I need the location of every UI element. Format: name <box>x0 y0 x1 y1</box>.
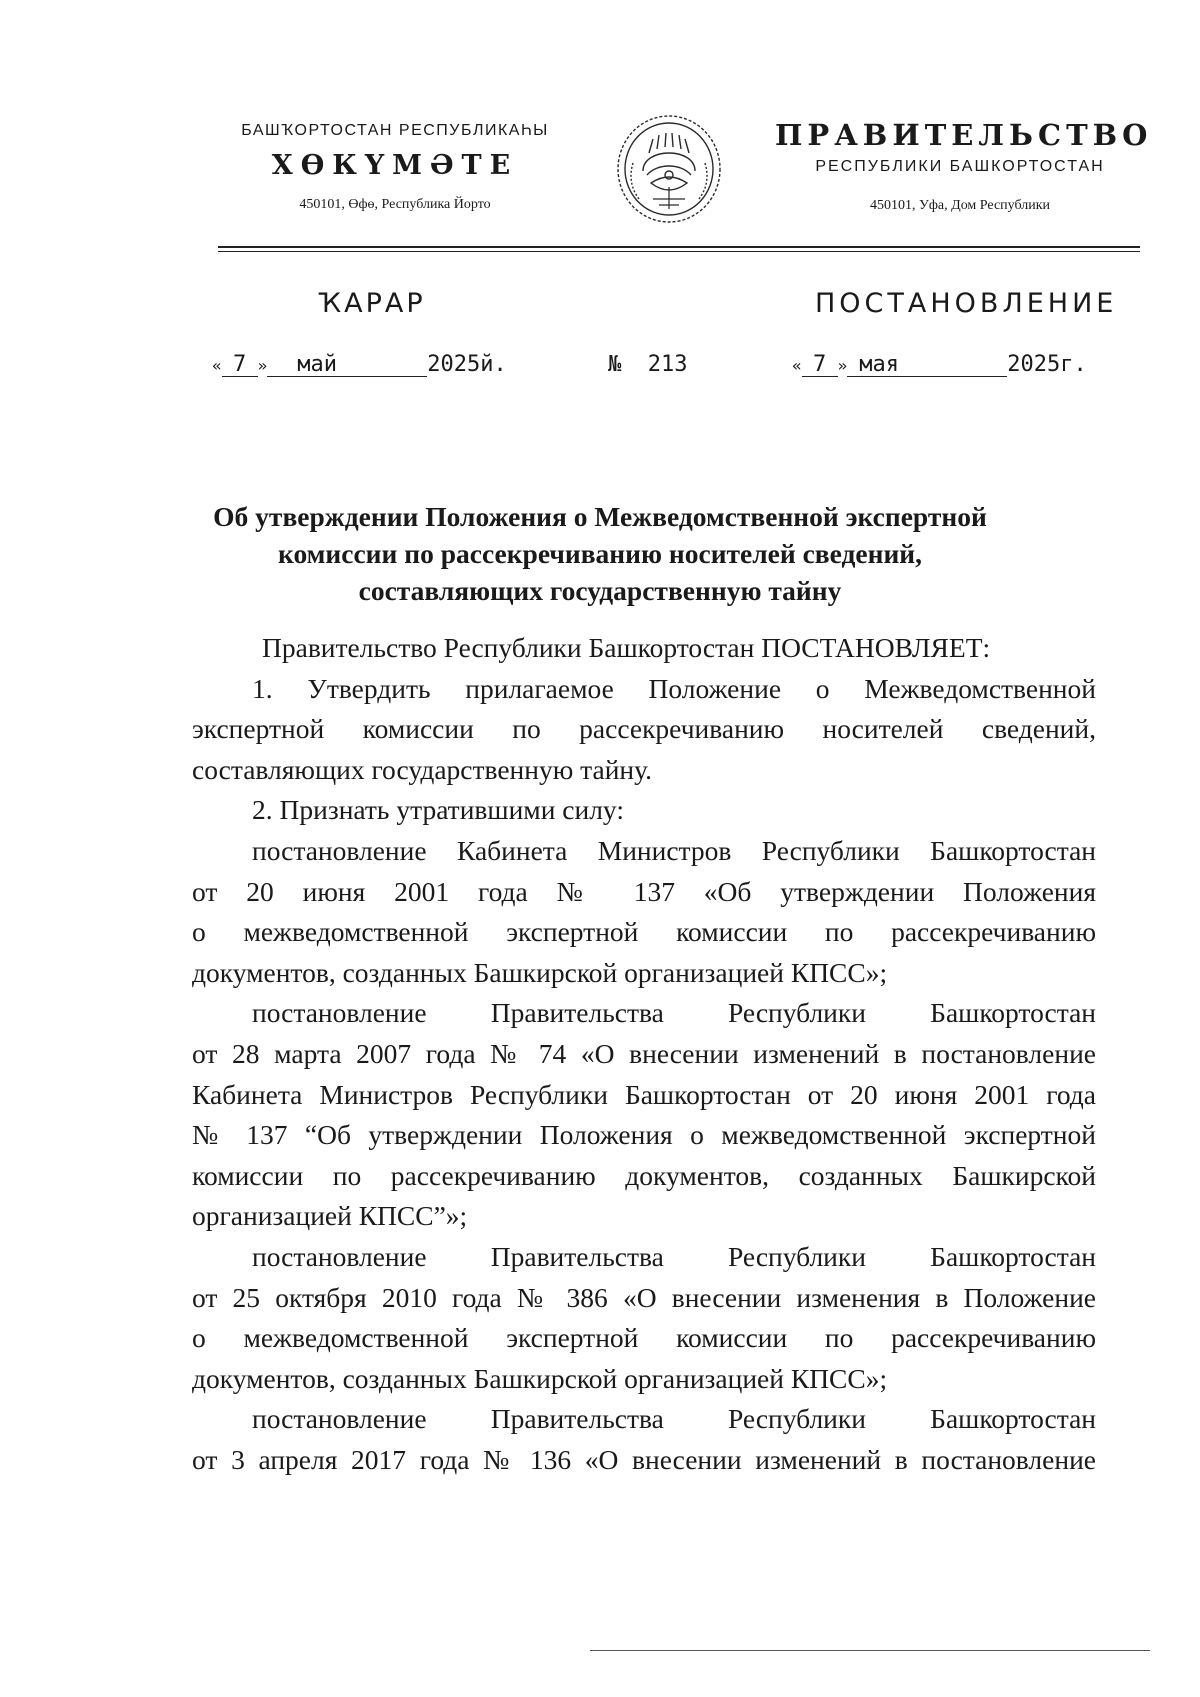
body-line: документов, созданных Башкирской организацией КПСС»; <box>192 1362 888 1394</box>
doc-type-right: ПОСТАНОВЛЕНИЕ <box>815 288 1118 319</box>
date-left <box>212 352 507 377</box>
body-line: комиссии по рассекречиванию документов, созданных Башкирской <box>192 1159 1096 1191</box>
body-line: постановление Кабинета Министров Республики Башкортостан <box>252 834 1096 866</box>
footer-rule <box>590 1650 1150 1651</box>
header-divider <box>218 246 1140 248</box>
close-quote: » <box>257 356 268 375</box>
date-right-year-prefix: 20 <box>1007 352 1034 377</box>
date-left-month: май <box>267 354 427 377</box>
date-right-month: мая <box>847 354 1007 377</box>
open-quote: « <box>792 356 802 375</box>
document-title <box>150 498 1050 609</box>
coat-of-arms-emblem-icon <box>613 113 725 225</box>
header-left-title: ХӨКҮМӘТЕ <box>271 150 519 181</box>
body-line: 1. Утвердить прилагаемое Положение о Межведомственной <box>252 672 1096 704</box>
date-left-suffix: й. <box>480 352 507 377</box>
body-line: постановление Правительства Республики Башкортостан <box>252 997 1096 1029</box>
body-line: Правительство Республики Башкортостан ПОСТАНОВЛЯЕТ: <box>262 632 991 663</box>
close-quote: » <box>837 356 848 375</box>
date-left-year: 25 <box>453 352 481 377</box>
body-line: от 3 апреля 2017 года № 136 «О внесении изменений в постановление <box>192 1443 1096 1475</box>
date-right-day: 7 <box>802 354 838 377</box>
open-quote: « <box>212 356 222 375</box>
body-line: от 25 октября 2010 года № 386 «О внесении изменения в Положение <box>192 1281 1096 1313</box>
body-line: № 137 “Об утверждении Положения о межведомственной экспертной <box>192 1119 1096 1151</box>
date-left-day: 7 <box>222 354 258 377</box>
date-right <box>792 352 1087 377</box>
header-right-subtitle: РЕСПУБЛИКИ БАШКОРТОСТАН <box>815 158 1105 175</box>
title-line: комиссии по рассекречиванию носителей сведений, <box>277 538 923 569</box>
header-left-block <box>185 122 605 213</box>
date-right-suffix: г. <box>1060 352 1087 377</box>
body-line: постановление Правительства Республики Башкортостан <box>252 1403 1096 1435</box>
number-label: № <box>608 352 622 377</box>
body-line: документов, созданных Башкирской организацией КПСС»; <box>192 956 888 988</box>
body-line: составляющих государственную тайну. <box>192 753 653 785</box>
body-line: экспертной комиссии по рассекречиванию носителей сведений, <box>192 713 1096 745</box>
header-right-block <box>775 118 1153 214</box>
body-line: постановление Правительства Республики Башкортостан <box>252 1240 1096 1272</box>
date-right-year: 25 <box>1033 352 1061 377</box>
body-line: организацией КПСС”»; <box>192 1200 468 1232</box>
header-right-address: 450101, Уфа, Дом Республики <box>869 198 1051 213</box>
date-left-year-prefix: 20 <box>427 352 454 377</box>
header-left-org: БАШҠОРТОСТАН РЕСПУБЛИКАҺЫ <box>241 122 549 139</box>
title-line: Об утверждении Положения о Межведомственной экспертной <box>213 501 987 532</box>
body-line: 2. Признать утратившими силу: <box>252 794 624 826</box>
number-value: 213 <box>647 352 688 377</box>
header-left-address: 450101, Өфө, Республика Йорто <box>299 197 491 212</box>
body-line: от 20 июня 2001 года № 137 «Об утверждении Положения <box>192 875 1096 907</box>
body-line: от 28 марта 2007 года № 74 «О внесении изменений в постановление <box>192 1037 1096 1069</box>
header-divider-thin <box>218 251 1140 252</box>
document-number <box>608 352 688 377</box>
doc-type-left: ҠАРАР <box>318 288 426 319</box>
body-line: Кабинета Министров Республики Башкортостан от 20 июня 2001 года <box>192 1078 1096 1110</box>
title-line: составляющих государственную тайну <box>358 575 842 606</box>
body-line: о межведомственной экспертной комиссии по рассекречиванию <box>192 916 1096 948</box>
header-right-title: ПРАВИТЕЛЬСТВО <box>775 118 1153 152</box>
document-body <box>192 628 1096 1480</box>
body-line: о межведомственной экспертной комиссии по рассекречиванию <box>192 1322 1096 1354</box>
